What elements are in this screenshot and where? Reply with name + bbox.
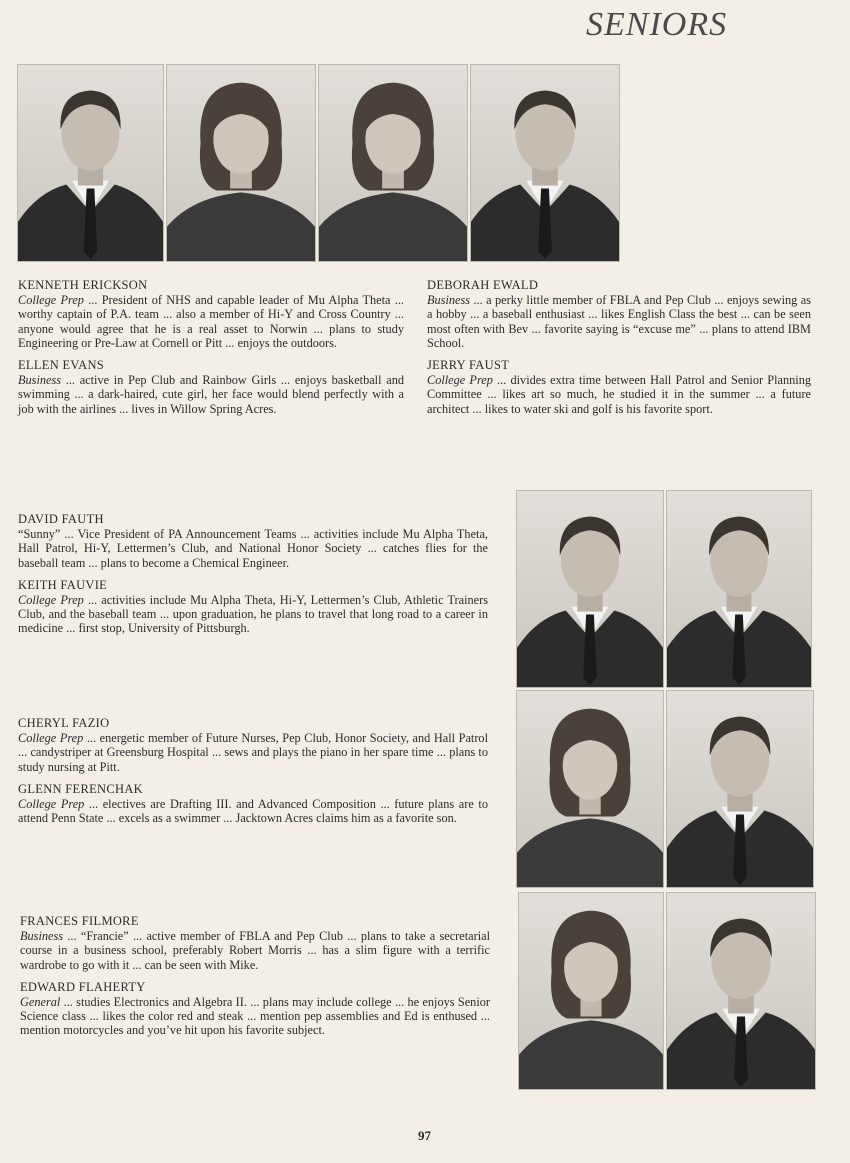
student-description: “Sunny” ... Vice President of PA Announcement Teams ... activities include Mu Alpha Theta, Hall Patrol, Hi-Y, Lettermen’s Club, and National Honor Society ... catches flies for the baseball team ... plans to become a Chemical Engineer.	[18, 527, 488, 570]
student-program: College Prep	[18, 293, 84, 308]
bio-david-fauth	[18, 512, 488, 570]
bio-jerry-faust	[427, 358, 811, 416]
student-name: EDWARD FLAHERTY	[20, 979, 146, 994]
page-title: SENIORS	[586, 6, 728, 43]
student-program: College Prep	[18, 797, 85, 812]
bio-deborah-ewald	[427, 278, 811, 350]
portrait-deborah-ewald	[318, 64, 468, 262]
bio-glenn-ferenchak	[18, 782, 488, 826]
portrait-cheryl-fazio	[516, 690, 664, 888]
bio-group-fazio-ferenchak	[18, 716, 488, 833]
student-program: College Prep	[427, 373, 493, 388]
student-program: College Prep	[18, 593, 84, 608]
student-name: DEBORAH EWALD	[427, 278, 539, 292]
student-description: ... President of NHS and capable leader of Mu Alpha Theta ... worthy captain of P.A. team ... also a member of Hi-Y and Cross Country ... anyone would agree that he is a real asset to Norwin ... plans to study Engineering or Pre-Law at Cornell or Pitt ... enjoys the outdoors.	[18, 293, 404, 350]
bio-group-fauth-fauvie	[18, 512, 488, 644]
student-name: GLENN FERENCHAK	[18, 781, 143, 796]
portrait-glenn-ferenchak	[666, 690, 814, 888]
portrait-ellen-evans	[166, 64, 316, 262]
portrait-jerry-faust	[470, 64, 620, 262]
student-name: FRANCES FILMORE	[20, 914, 139, 928]
student-name: CHERYL FAZIO	[18, 716, 110, 730]
bio-edward-flaherty	[20, 980, 490, 1038]
bio-group-filmore-flaherty	[20, 914, 490, 1046]
bio-column-top-left	[18, 278, 404, 424]
student-description: ... active in Pep Club and Rainbow Girls ... enjoys basketball and swimming ... a dark-haired, cute girl, her face would blend perfectly with a job with the airlines ... lives in Willow Spring Acres.	[18, 373, 404, 416]
portrait-kenneth-erickson	[17, 64, 164, 262]
student-program: College Prep	[18, 731, 84, 746]
student-description: ... activities include Mu Alpha Theta, Hi-Y, Lettermen’s Club, Athletic Trainers Club, and the baseball team ... upon graduation, he plans to travel that long road to a career in medicine ... first stop, University of Pittsburgh.	[18, 593, 488, 636]
bio-column-top-right	[427, 278, 811, 424]
portrait-frances-filmore	[518, 892, 664, 1090]
portrait-edward-flaherty	[666, 892, 816, 1090]
student-name: KENNETH ERICKSON	[18, 278, 148, 292]
page-number: 97	[418, 1128, 431, 1143]
student-description: ... energetic member of Future Nurses, Pep Club, Honor Society, and Hall Patrol ... candystriper at Greensburg Hospital ... sews and plays the piano in her spare time ... plans to study nursing at Pitt.	[18, 731, 488, 774]
student-name: ELLEN EVANS	[18, 358, 105, 373]
student-description: ... “Francie” ... active member of FBLA and Pep Club ... plans to take a secretarial course in a business school, preferably Robert Morris ... has a slim figure with a terrific wardrobe to go with it ... can be seen with Mike.	[20, 929, 490, 972]
bio-kenneth-erickson	[18, 278, 404, 350]
student-name: DAVID FAUTH	[18, 512, 104, 526]
portrait-keith-fauvie	[666, 490, 812, 688]
student-name: JERRY FAUST	[427, 358, 510, 373]
student-description: ... divides extra time between Hall Patrol and Senior Planning Committee ... likes art so much, he studied it in the summer ... a future architect ... likes to water ski and golf is his favorite sport.	[427, 373, 811, 416]
student-description: ... a perky little member of FBLA and Pep Club ... enjoys sewing as a hobby ... a baseball enthusiast ... likes English Class the best ... can be seen most often with Bev ... favorite saying is “excuse me” ... plans to attend IBM School.	[427, 293, 811, 350]
bio-ellen-evans	[18, 358, 404, 416]
student-program: Business	[427, 293, 471, 308]
bio-keith-fauvie	[18, 578, 488, 636]
portrait-david-fauth	[516, 490, 664, 688]
bio-frances-filmore	[20, 914, 490, 972]
student-program: Business	[20, 929, 64, 944]
student-name: KEITH FAUVIE	[18, 577, 108, 592]
student-description: ... studies Electronics and Algebra II. ... plans may include college ... he enjoys Senior Science class ... likes the color red and steak ... mention pep assemblies and Ed is enthused ... mention motorcycles and you’ve hit upon his favorite subject.	[20, 995, 490, 1038]
student-program: Business	[18, 373, 62, 388]
student-description: ... electives are Drafting III. and Advanced Composition ... future plans are to attend Penn State ... excels as a swimmer ... Jacktown Acres claims him as a favorite son.	[18, 797, 488, 826]
student-program: General	[20, 995, 61, 1010]
bio-cheryl-fazio	[18, 716, 488, 774]
